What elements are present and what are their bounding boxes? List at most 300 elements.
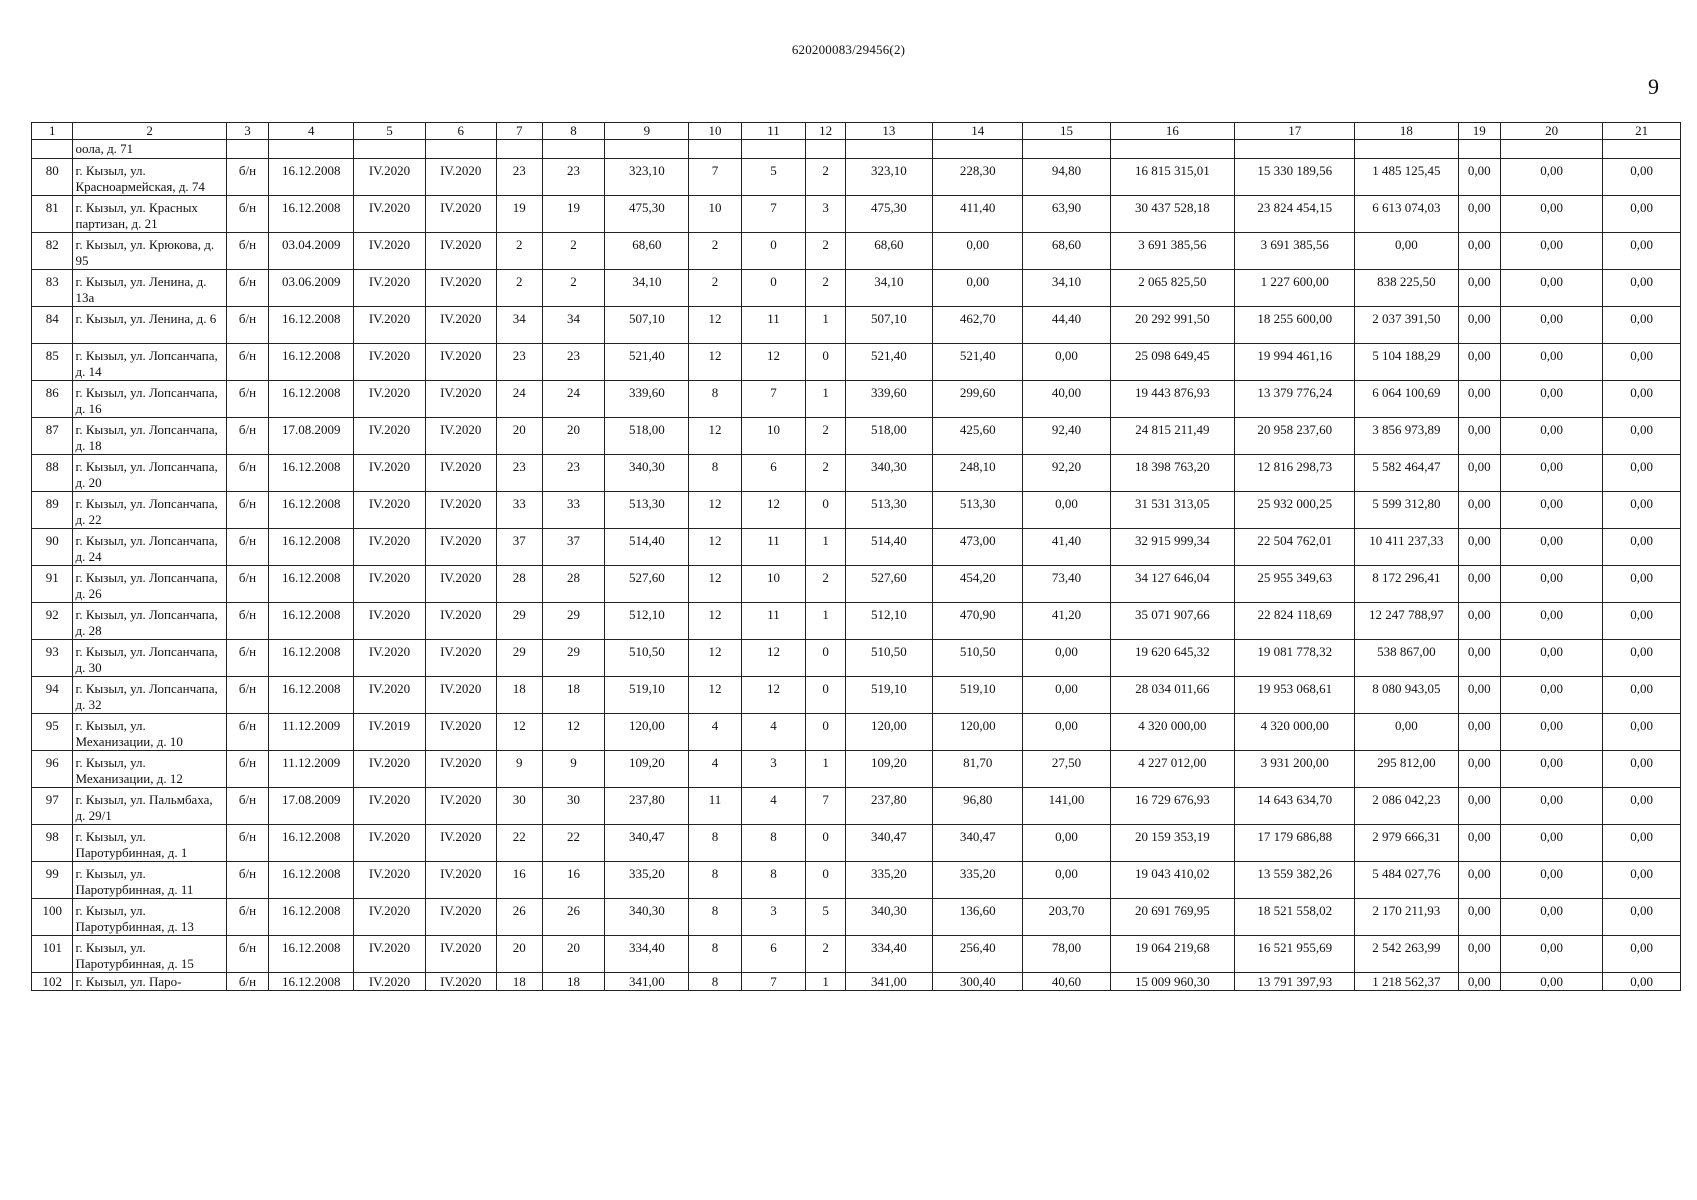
value-cell: 339,60 [605,381,689,418]
value-cell: б/н [226,788,269,825]
value-cell: б/н [226,862,269,899]
value-cell: 510,50 [605,640,689,677]
value-cell: 0,00 [1458,307,1501,344]
address-cell: г. Кызыл, ул. Ленина, д. 6 [73,307,226,344]
value-cell: 68,60 [1023,233,1110,270]
value-cell: 0,00 [1501,825,1603,862]
value-cell: 10 [689,196,741,233]
value-cell: 16.12.2008 [269,640,354,677]
value-cell: 838 225,50 [1355,270,1458,307]
value-cell: IV.2020 [425,344,496,381]
column-number-cell: 5 [354,123,425,140]
address-cell: г. Кызыл, ул. Лопсанчапа, д. 18 [73,418,226,455]
value-cell: 37 [496,529,542,566]
table-row [32,159,1681,196]
value-cell: 7 [741,973,806,991]
value-cell: 0,00 [1603,381,1681,418]
value-cell: 17.08.2009 [269,418,354,455]
value-cell: 20 [542,418,605,455]
value-cell: 4 320 000,00 [1110,714,1234,751]
value-cell: 299,60 [933,381,1023,418]
value-cell: 8 [741,862,806,899]
value-cell: 2 [542,233,605,270]
value-cell: 141,00 [1023,788,1110,825]
value-cell: 32 915 999,34 [1110,529,1234,566]
value-cell: 519,10 [605,677,689,714]
value-cell: 340,47 [845,825,932,862]
value-cell: 73,40 [1023,566,1110,603]
row-number-cell: 85 [32,344,73,381]
value-cell: IV.2020 [425,455,496,492]
empty-cell [933,140,1023,159]
value-cell: IV.2020 [425,270,496,307]
row-number-cell: 98 [32,825,73,862]
value-cell: 20 691 769,95 [1110,899,1234,936]
value-cell: 0,00 [1501,603,1603,640]
value-cell: IV.2020 [425,825,496,862]
value-cell: 0,00 [1501,899,1603,936]
value-cell: б/н [226,233,269,270]
value-cell: IV.2020 [425,973,496,991]
value-cell: 0,00 [1603,307,1681,344]
value-cell: 18 398 763,20 [1110,455,1234,492]
value-cell: 475,30 [845,196,932,233]
value-cell: 454,20 [933,566,1023,603]
value-cell: 8 [689,862,741,899]
value-cell: 109,20 [845,751,932,788]
empty-cell [1023,140,1110,159]
value-cell: IV.2020 [425,862,496,899]
row-number-cell: 84 [32,307,73,344]
column-number-cell: 2 [73,123,226,140]
value-cell: 120,00 [845,714,932,751]
value-cell: 0,00 [1603,714,1681,751]
value-cell: 94,80 [1023,159,1110,196]
value-cell: 20 [496,936,542,973]
value-cell: 335,20 [933,862,1023,899]
value-cell: 19 064 219,68 [1110,936,1234,973]
value-cell: 40,00 [1023,381,1110,418]
value-cell: 7 [741,381,806,418]
value-cell: 23 824 454,15 [1235,196,1355,233]
value-cell: IV.2020 [425,307,496,344]
value-cell: 518,00 [605,418,689,455]
value-cell: 44,40 [1023,307,1110,344]
column-number-cell: 9 [605,123,689,140]
column-number-cell: 1 [32,123,73,140]
value-cell: 0,00 [1501,677,1603,714]
value-cell: 6 [741,936,806,973]
address-cell: г. Кызыл, ул. Пальмбаха, д. 29/1 [73,788,226,825]
value-cell: 29 [496,640,542,677]
value-cell: 0,00 [1458,492,1501,529]
value-cell: IV.2020 [354,936,425,973]
value-cell: 12 [689,307,741,344]
value-cell: 527,60 [845,566,932,603]
value-cell: 11 [741,529,806,566]
value-cell: 16.12.2008 [269,381,354,418]
value-cell: 7 [806,788,845,825]
value-cell: IV.2020 [425,751,496,788]
row-number-cell: 82 [32,233,73,270]
value-cell: 0,00 [1603,529,1681,566]
value-cell: 0,00 [1603,196,1681,233]
value-cell: 22 [496,825,542,862]
value-cell: 12 [689,603,741,640]
value-cell: 11 [741,307,806,344]
value-cell: 17 179 686,88 [1235,825,1355,862]
value-cell: 512,10 [605,603,689,640]
column-number-cell: 11 [741,123,806,140]
value-cell: б/н [226,159,269,196]
empty-cell [354,140,425,159]
value-cell: 0,00 [1603,862,1681,899]
value-cell: 16.12.2008 [269,603,354,640]
value-cell: 19 081 778,32 [1235,640,1355,677]
value-cell: 11.12.2009 [269,714,354,751]
value-cell: 0,00 [1458,270,1501,307]
value-cell: 10 411 237,33 [1355,529,1458,566]
value-cell: 0,00 [1023,344,1110,381]
value-cell: 3 856 973,89 [1355,418,1458,455]
value-cell: 0,00 [1501,270,1603,307]
column-number-cell: 17 [1235,123,1355,140]
value-cell: 10 [741,566,806,603]
value-cell: 5 [741,159,806,196]
value-cell: 0,00 [1458,418,1501,455]
address-cell: г. Кызыл, ул. Механизации, д. 10 [73,714,226,751]
value-cell: 0,00 [1501,492,1603,529]
value-cell: 2 [806,936,845,973]
value-cell: 0,00 [1501,788,1603,825]
value-cell: IV.2020 [354,973,425,991]
table-row [32,344,1681,381]
value-cell: 0 [806,714,845,751]
value-cell: 514,40 [605,529,689,566]
column-number-cell: 21 [1603,123,1681,140]
value-cell: 19 953 068,61 [1235,677,1355,714]
value-cell: 323,10 [845,159,932,196]
value-cell: 12 [689,566,741,603]
value-cell: б/н [226,418,269,455]
row-number-cell: 81 [32,196,73,233]
value-cell: б/н [226,714,269,751]
table-row [32,788,1681,825]
value-cell: 5 484 027,76 [1355,862,1458,899]
table-row [32,233,1681,270]
value-cell: б/н [226,455,269,492]
value-cell: IV.2020 [354,899,425,936]
column-number-cell: 14 [933,123,1023,140]
value-cell: 2 [806,233,845,270]
address-cell: г. Кызыл, ул. Паротурбинная, д. 15 [73,936,226,973]
value-cell: 92,20 [1023,455,1110,492]
value-cell: 33 [542,492,605,529]
value-cell: 30 [542,788,605,825]
value-cell: 521,40 [845,344,932,381]
address-cell: г. Кызыл, ул. Паротурбинная, д. 1 [73,825,226,862]
value-cell: 37 [542,529,605,566]
value-cell: 3 [741,751,806,788]
value-cell: 16 [496,862,542,899]
table-row [32,825,1681,862]
value-cell: IV.2020 [354,307,425,344]
value-cell: 0 [806,640,845,677]
value-cell: 0,00 [1603,418,1681,455]
value-cell: IV.2020 [354,603,425,640]
value-cell: 27,50 [1023,751,1110,788]
value-cell: IV.2020 [354,159,425,196]
value-cell: 0,00 [1458,788,1501,825]
value-cell: 12 [689,492,741,529]
value-cell: 18 [496,677,542,714]
value-cell: 335,20 [845,862,932,899]
value-cell: 1 485 125,45 [1355,159,1458,196]
value-cell: 237,80 [605,788,689,825]
value-cell: 13 559 382,26 [1235,862,1355,899]
value-cell: 13 791 397,93 [1235,973,1355,991]
value-cell: 23 [496,159,542,196]
value-cell: 19 994 461,16 [1235,344,1355,381]
value-cell: 0,00 [1355,233,1458,270]
value-cell: 63,90 [1023,196,1110,233]
value-cell: 0,00 [1603,973,1681,991]
address-cell: г. Кызыл, ул. Красноармейская, д. 74 [73,159,226,196]
value-cell: 256,40 [933,936,1023,973]
value-cell: 2 [496,233,542,270]
value-cell: 0,00 [1501,455,1603,492]
value-cell: IV.2020 [425,566,496,603]
value-cell: 0,00 [1501,159,1603,196]
table-row [32,566,1681,603]
table-row [32,381,1681,418]
value-cell: 120,00 [605,714,689,751]
value-cell: б/н [226,307,269,344]
value-cell: IV.2020 [425,603,496,640]
empty-cell [32,140,73,159]
value-cell: 0,00 [1603,566,1681,603]
value-cell: IV.2020 [354,640,425,677]
table-row [32,529,1681,566]
value-cell: б/н [226,825,269,862]
empty-cell [605,140,689,159]
value-cell: б/н [226,566,269,603]
value-cell: 18 [542,677,605,714]
value-cell: 0,00 [1501,196,1603,233]
value-cell: 0,00 [1501,344,1603,381]
value-cell: 0,00 [1501,529,1603,566]
value-cell: 22 824 118,69 [1235,603,1355,640]
value-cell: 12 [496,714,542,751]
column-number-cell: 6 [425,123,496,140]
value-cell: 0,00 [1458,566,1501,603]
value-cell: 8 [689,381,741,418]
value-cell: 28 034 011,66 [1110,677,1234,714]
table-row [32,640,1681,677]
value-cell: 2 [806,566,845,603]
value-cell: 29 [542,603,605,640]
value-cell: 411,40 [933,196,1023,233]
value-cell: 0,00 [1603,899,1681,936]
value-cell: 527,60 [605,566,689,603]
value-cell: 03.04.2009 [269,233,354,270]
value-cell: 470,90 [933,603,1023,640]
value-cell: 0 [806,862,845,899]
value-cell: 19 043 410,02 [1110,862,1234,899]
value-cell: 20 958 237,60 [1235,418,1355,455]
value-cell: 25 098 649,45 [1110,344,1234,381]
value-cell: 340,30 [845,899,932,936]
value-cell: 35 071 907,66 [1110,603,1234,640]
value-cell: 0,00 [1603,788,1681,825]
value-cell: 12 [542,714,605,751]
value-cell: 34 127 646,04 [1110,566,1234,603]
value-cell: 340,47 [933,825,1023,862]
value-cell: 334,40 [605,936,689,973]
value-cell: 25 955 349,63 [1235,566,1355,603]
row-number-cell: 83 [32,270,73,307]
value-cell: 2 [542,270,605,307]
column-number-cell: 12 [806,123,845,140]
value-cell: 0,00 [1603,640,1681,677]
value-cell: 0,00 [1501,233,1603,270]
value-cell: 8 [689,936,741,973]
value-cell: 19 [496,196,542,233]
value-cell: 8 [689,973,741,991]
value-cell: 24 [496,381,542,418]
value-cell: 340,30 [605,455,689,492]
value-cell: 13 379 776,24 [1235,381,1355,418]
value-cell: 23 [542,159,605,196]
value-cell: 2 [689,270,741,307]
value-cell: 0,00 [1501,714,1603,751]
value-cell: 2 065 825,50 [1110,270,1234,307]
value-cell: IV.2020 [425,677,496,714]
empty-cell [1235,140,1355,159]
value-cell: 19 [542,196,605,233]
value-cell: 0,00 [1023,492,1110,529]
value-cell: 0,00 [1501,307,1603,344]
continuation-address: оола, д. 71 [73,140,226,159]
table-row [32,196,1681,233]
column-number-row [32,123,1681,140]
value-cell: 0,00 [1501,418,1603,455]
value-cell: 0,00 [1458,603,1501,640]
row-number-cell: 86 [32,381,73,418]
value-cell: 0,00 [1458,862,1501,899]
value-cell: 68,60 [605,233,689,270]
page-number: 9 [1648,74,1659,99]
value-cell: 30 [496,788,542,825]
value-cell: 16.12.2008 [269,825,354,862]
value-cell: 1 [806,603,845,640]
value-cell: 12 [741,640,806,677]
value-cell: IV.2020 [425,529,496,566]
row-number-cell: 90 [32,529,73,566]
value-cell: 3 931 200,00 [1235,751,1355,788]
row-number-cell: 93 [32,640,73,677]
value-cell: 0,00 [1603,270,1681,307]
address-cell: г. Кызыл, ул. Лопсанчапа, д. 26 [73,566,226,603]
empty-cell [741,140,806,159]
value-cell: 7 [741,196,806,233]
value-cell: 12 [689,344,741,381]
column-number-cell: 16 [1110,123,1234,140]
value-cell: 18 521 558,02 [1235,899,1355,936]
value-cell: 0,00 [1603,344,1681,381]
column-number-cell: 19 [1458,123,1501,140]
value-cell: 0,00 [1023,825,1110,862]
value-cell: 8 [689,825,741,862]
value-cell: IV.2020 [425,233,496,270]
value-cell: IV.2020 [354,344,425,381]
value-cell: 300,40 [933,973,1023,991]
value-cell: 22 [542,825,605,862]
table-row [32,936,1681,973]
address-cell: г. Кызыл, ул. Ленина, д. 13а [73,270,226,307]
value-cell: 8 [689,899,741,936]
value-cell: 11 [741,603,806,640]
value-cell: 0,00 [1458,455,1501,492]
value-cell: б/н [226,344,269,381]
row-number-cell: 88 [32,455,73,492]
value-cell: 0,00 [1603,825,1681,862]
value-cell: 0,00 [1603,492,1681,529]
value-cell: 334,40 [845,936,932,973]
column-number-cell: 7 [496,123,542,140]
value-cell: 0,00 [1458,751,1501,788]
address-cell: г. Кызыл, ул. Лопсанчапа, д. 20 [73,455,226,492]
value-cell: 0,00 [1458,936,1501,973]
value-cell: IV.2020 [354,270,425,307]
value-cell: 507,10 [845,307,932,344]
address-cell: г. Кызыл, ул. Лопсанчапа, д. 28 [73,603,226,640]
address-cell: г. Кызыл, ул. Лопсанчапа, д. 22 [73,492,226,529]
value-cell: 2 [689,233,741,270]
value-cell: 0,00 [1603,603,1681,640]
value-cell: IV.2020 [425,640,496,677]
value-cell: 295 812,00 [1355,751,1458,788]
value-cell: 507,10 [605,307,689,344]
value-cell: 16.12.2008 [269,566,354,603]
column-number-cell: 3 [226,123,269,140]
value-cell: 0,00 [1023,862,1110,899]
value-cell: 462,70 [933,307,1023,344]
value-cell: 26 [542,899,605,936]
table-row [32,714,1681,751]
value-cell: 20 159 353,19 [1110,825,1234,862]
value-cell: 8 172 296,41 [1355,566,1458,603]
value-cell: 519,10 [845,677,932,714]
value-cell: 0,00 [1458,899,1501,936]
value-cell: 341,00 [605,973,689,991]
value-cell: 510,50 [933,640,1023,677]
value-cell: IV.2020 [354,455,425,492]
column-number-cell: 4 [269,123,354,140]
empty-cell [542,140,605,159]
value-cell: 12 816 298,73 [1235,455,1355,492]
value-cell: 15 009 960,30 [1110,973,1234,991]
row-number-cell: 91 [32,566,73,603]
row-number-cell: 101 [32,936,73,973]
value-cell: 25 932 000,25 [1235,492,1355,529]
value-cell: 3 691 385,56 [1235,233,1355,270]
value-cell: 9 [496,751,542,788]
value-cell: 475,30 [605,196,689,233]
value-cell: б/н [226,603,269,640]
value-cell: IV.2020 [354,788,425,825]
value-cell: 29 [496,603,542,640]
